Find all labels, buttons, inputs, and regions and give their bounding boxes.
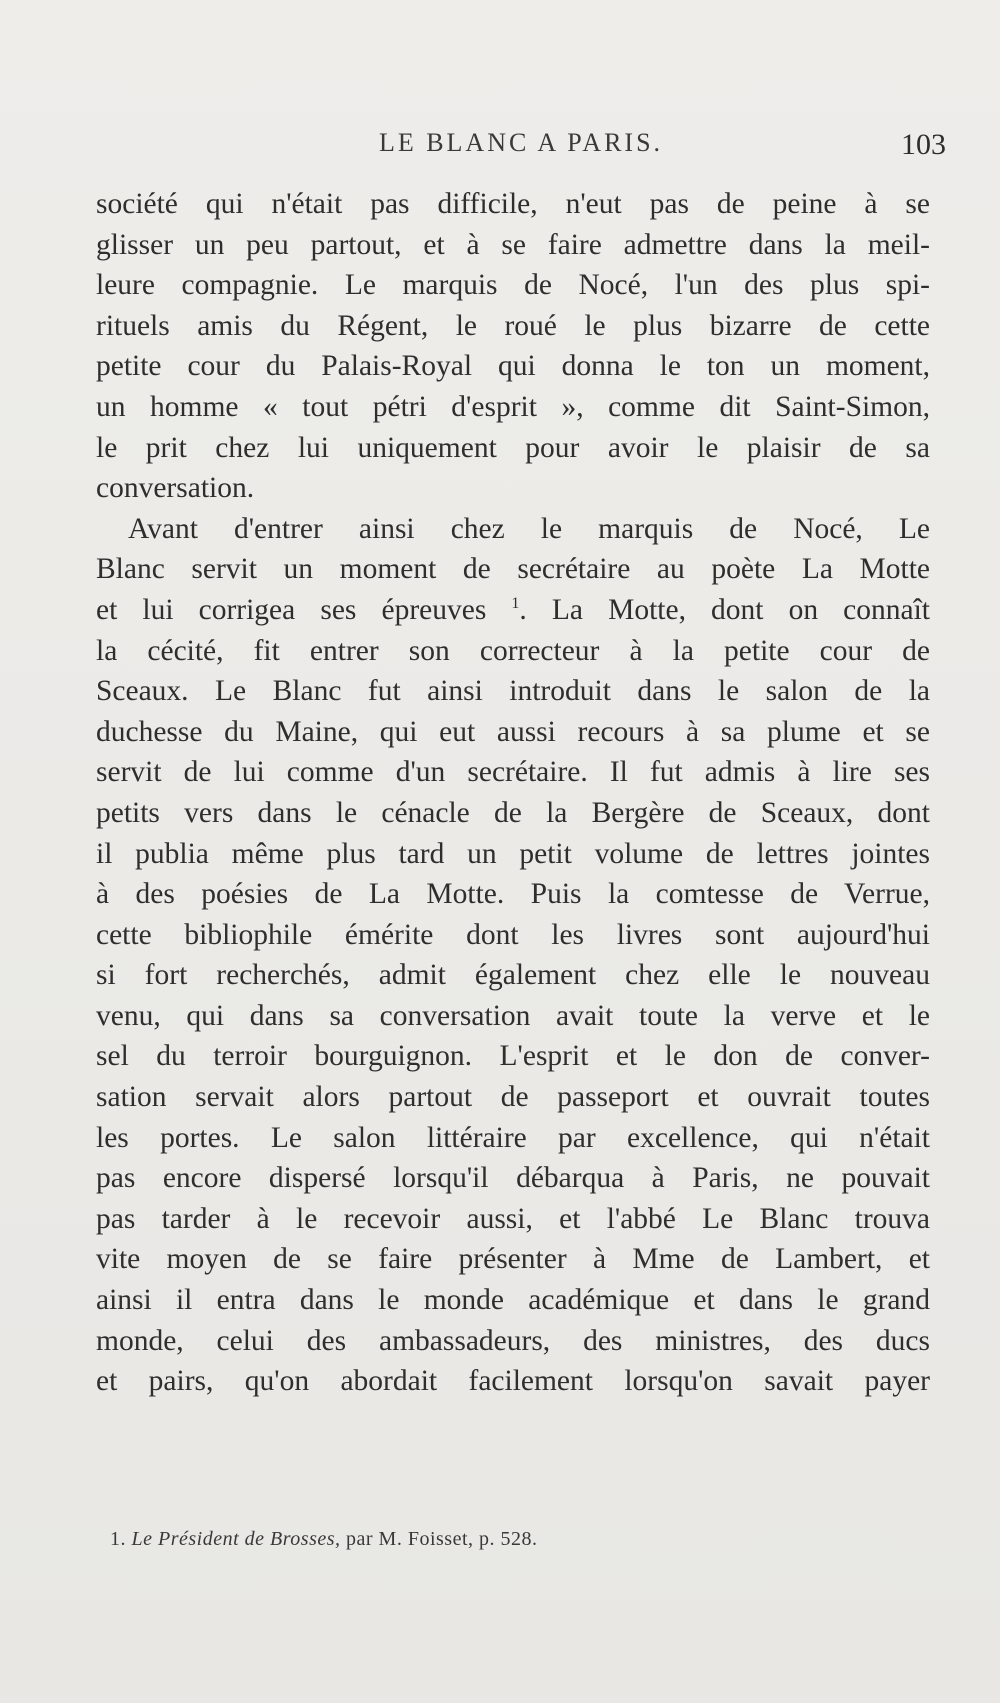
text-line: monde, celui des ambassadeurs, des ministres, des ducs: [96, 1324, 930, 1357]
text-line: glisser un peu partout, et à se faire admettre dans la meil-: [96, 228, 930, 261]
paragraph-2: [96, 509, 930, 1402]
page-number: 103: [901, 128, 946, 161]
text-line: duchesse du Maine, qui eut aussi recours à sa plume et se: [96, 715, 930, 748]
text-line: le prit chez lui uniquement pour avoir le plaisir de sa: [96, 431, 930, 464]
text-line: venu, qui dans sa conversation avait toute la verve et le: [96, 999, 930, 1032]
text-fragment: . La Motte, dont on connaît: [519, 593, 930, 626]
body-text: [96, 184, 930, 1402]
text-line: un homme « tout pétri d'esprit », comme dit Saint-Simon,: [96, 390, 930, 423]
footnote-number: 1.: [110, 1528, 126, 1550]
text-line: petite cour du Palais-Royal qui donna le ton un moment,: [96, 350, 930, 383]
text-line: cette bibliophile émérite dont les livres sont aujourd'hui: [96, 918, 930, 951]
text-line: leure compagnie. Le marquis de Nocé, l'un des plus spi-: [96, 269, 930, 302]
text-line: Avant d'entrer ainsi chez le marquis de Nocé, Le: [128, 512, 930, 545]
text-line: pas tarder à le recevoir aussi, et l'abbé Le Blanc trouva: [96, 1202, 930, 1235]
running-title: LE BLANC A PARIS.: [378, 128, 664, 157]
text-line: les portes. Le salon littéraire par excellence, qui n'était: [96, 1121, 930, 1154]
text-line-with-footnote: [96, 590, 930, 631]
text-line: conversation.: [96, 472, 255, 505]
text-line: vite moyen de se faire présenter à Mme de Lambert, et: [96, 1243, 930, 1276]
text-line: petits vers dans le cénacle de la Bergère de Sceaux, dont: [96, 796, 930, 829]
text-line: Sceaux. Le Blanc fut ainsi introduit dans le salon de la: [96, 675, 930, 708]
footnote-title: Le Président de Brosses,: [131, 1528, 341, 1550]
footnote-marker[interactable]: 1: [511, 595, 520, 613]
text-line: la cécité, fit entrer son correcteur à la petite cour de: [96, 634, 930, 667]
page-header: [96, 128, 946, 168]
paragraph-1: [96, 184, 930, 509]
text-line: Blanc servit un moment de secrétaire au poète La Motte: [96, 553, 930, 586]
text-fragment: et lui corrigea ses épreuves: [96, 593, 487, 626]
text-line: à des poésies de La Motte. Puis la comtesse de Verrue,: [96, 878, 930, 911]
text-line: servit de lui comme d'un secrétaire. Il fut admis à lire ses: [96, 756, 930, 789]
text-line: société qui n'était pas difficile, n'eut pas de peine à se: [96, 188, 930, 220]
text-line: et pairs, qu'on abordait facilement lorsqu'on savait payer: [96, 1365, 930, 1398]
footnote-rest: par M. Foisset, p. 528.: [346, 1528, 538, 1550]
text-line: ainsi il entra dans le monde académique et dans le grand: [96, 1284, 930, 1317]
text-line: rituels amis du Régent, le roué le plus bizarre de cette: [96, 309, 930, 342]
text-line: si fort recherchés, admit également chez elle le nouveau: [96, 959, 930, 992]
text-line: il publia même plus tard un petit volume de lettres jointes: [96, 837, 930, 870]
text-line: pas encore dispersé lorsqu'il débarqua à Paris, ne pouvait: [96, 1162, 930, 1195]
text-line: sel du terroir bourguignon. L'esprit et le don de conver-: [96, 1040, 930, 1073]
footnote: [110, 1528, 930, 1551]
text-line: sation servait alors partout de passeport et ouvrait toutes: [96, 1081, 930, 1114]
